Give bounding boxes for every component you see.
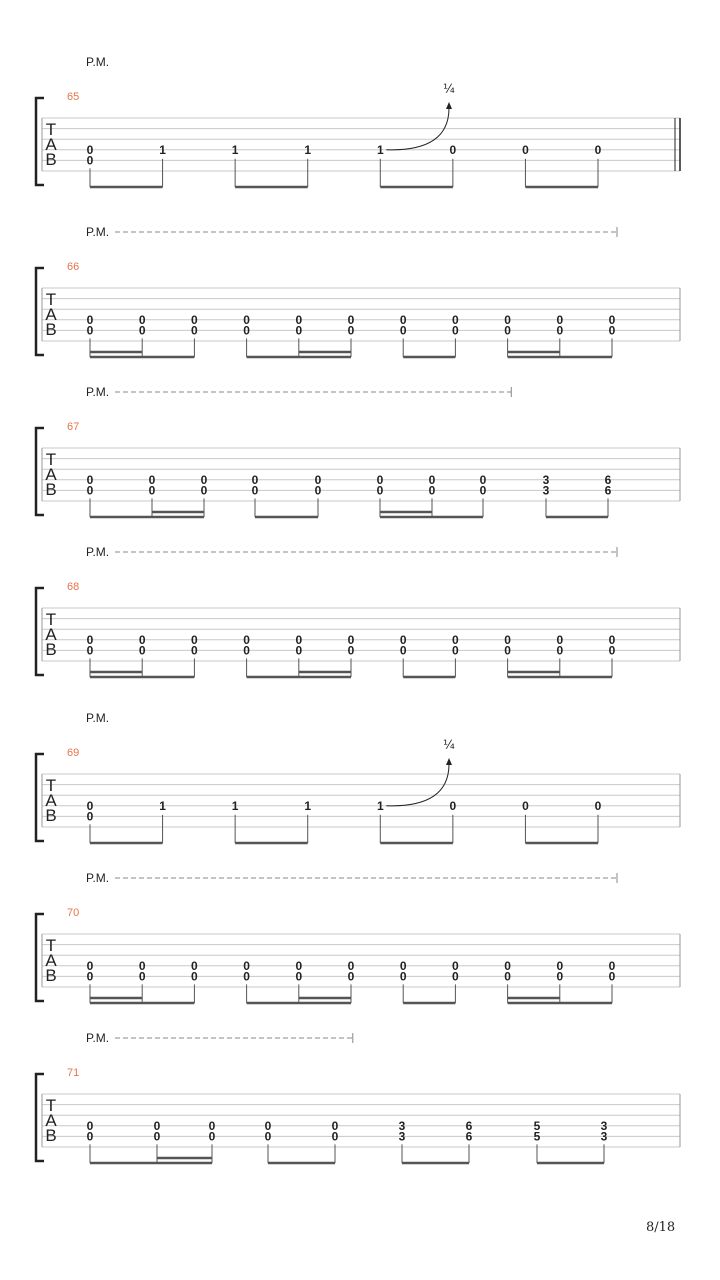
- fret-number: 0: [376, 483, 384, 498]
- fret-number: 0: [86, 632, 94, 647]
- fret-number: 0: [191, 643, 198, 658]
- fret-number: 0: [138, 643, 146, 658]
- fret-number: 0: [479, 483, 487, 498]
- fret-number: 0: [608, 632, 616, 647]
- fret-number: 6: [604, 472, 612, 487]
- fret-number: 0: [208, 1129, 216, 1144]
- fret-number: 0: [314, 472, 322, 487]
- fret-number: 0: [608, 969, 616, 984]
- measure-number: 69: [67, 747, 80, 759]
- fret-number: 0: [295, 323, 303, 338]
- fret-number: 6: [465, 1129, 473, 1144]
- fret-number: 0: [608, 643, 616, 658]
- fret-number: 0: [399, 312, 407, 327]
- fret-number: 0: [504, 643, 511, 658]
- fret-number: 0: [86, 472, 94, 487]
- measure-number: 68: [67, 581, 80, 593]
- fret-number: 0: [264, 1118, 272, 1133]
- fret-number: 0: [594, 142, 602, 157]
- fret-number: 0: [264, 1129, 272, 1144]
- fret-number: 0: [399, 323, 407, 338]
- fret-number: 0: [138, 632, 146, 647]
- fret-number: 0: [191, 958, 198, 973]
- measure-number: 66: [67, 261, 80, 273]
- measure-number: 65: [67, 91, 80, 103]
- fret-number: 1: [376, 798, 384, 813]
- palm-mute-label: P.M.: [86, 385, 110, 399]
- fret-number: 0: [138, 323, 146, 338]
- fret-number: 0: [243, 312, 250, 327]
- fret-number: 0: [86, 798, 94, 813]
- tab-system-66: [36, 225, 680, 357]
- tab-clef-letter: T: [45, 290, 57, 309]
- tab-clef-letter: A: [45, 791, 57, 810]
- tab-clef-letter: T: [45, 610, 57, 629]
- fret-number: 1: [376, 142, 384, 157]
- tab-system-67: [36, 385, 680, 517]
- tab-system-68: [36, 545, 680, 677]
- fret-number: 0: [452, 643, 459, 658]
- tab-clef-letter: A: [45, 625, 57, 644]
- system-bracket: [36, 428, 44, 515]
- fret-number: 0: [504, 632, 511, 647]
- bend-amount-label: ¼: [443, 738, 455, 752]
- fret-number: 0: [243, 969, 250, 984]
- fret-number: 0: [608, 312, 616, 327]
- fret-number: 0: [86, 643, 94, 658]
- fret-number: 0: [314, 483, 322, 498]
- system-bracket: [36, 1074, 44, 1161]
- fret-number: 0: [200, 483, 208, 498]
- fret-number: 0: [399, 969, 407, 984]
- tab-system-70: [36, 871, 680, 1003]
- fret-number: 0: [504, 312, 511, 327]
- fret-number: 0: [428, 483, 436, 498]
- system-bracket: [36, 268, 44, 355]
- fret-number: 0: [200, 472, 208, 487]
- fret-number: 0: [347, 958, 355, 973]
- fret-number: 0: [452, 312, 459, 327]
- tab-clef-letter: T: [45, 936, 57, 955]
- fret-number: 0: [138, 958, 146, 973]
- fret-number: 0: [504, 323, 511, 338]
- fret-number: 0: [295, 632, 303, 647]
- fret-number: 0: [347, 632, 355, 647]
- fret-number: 5: [533, 1118, 541, 1133]
- fret-number: 0: [522, 798, 529, 813]
- fret-number: 0: [138, 312, 146, 327]
- fret-number: 0: [295, 969, 303, 984]
- fret-number: 0: [148, 472, 156, 487]
- tab-clef-letter: B: [45, 150, 57, 169]
- tab-clef-letter: T: [45, 450, 57, 469]
- fret-number: 0: [243, 958, 250, 973]
- fret-number: 0: [376, 472, 384, 487]
- fret-number: 0: [153, 1129, 161, 1144]
- fret-number: 6: [465, 1118, 473, 1133]
- tab-clef-letter: T: [45, 776, 57, 795]
- fret-number: 0: [347, 643, 355, 658]
- fret-number: 0: [191, 969, 198, 984]
- fret-number: 1: [159, 142, 166, 157]
- fret-number: 0: [86, 323, 94, 338]
- fret-number: 3: [398, 1129, 406, 1144]
- tab-clef-letter: B: [45, 480, 57, 499]
- fret-number: 3: [542, 472, 550, 487]
- tab-clef-letter: A: [45, 465, 57, 484]
- fret-number: 0: [251, 483, 259, 498]
- fret-number: 0: [208, 1118, 216, 1133]
- bend-amount-label: ¼: [443, 82, 455, 96]
- tab-clef-letter: B: [45, 640, 57, 659]
- fret-number: 5: [533, 1129, 541, 1144]
- fret-number: 0: [399, 632, 407, 647]
- palm-mute-label: P.M.: [86, 225, 110, 239]
- fret-number: 3: [398, 1118, 406, 1133]
- fret-number: 0: [148, 483, 156, 498]
- fret-number: 0: [86, 142, 94, 157]
- fret-number: 0: [608, 958, 616, 973]
- fret-number: 0: [191, 632, 198, 647]
- palm-mute-label: P.M.: [86, 55, 110, 69]
- palm-mute-label: P.M.: [86, 711, 110, 725]
- fret-number: 0: [504, 958, 511, 973]
- fret-number: 0: [522, 142, 529, 157]
- palm-mute-label: P.M.: [86, 1031, 110, 1045]
- tab-clef-letter: T: [45, 120, 57, 139]
- fret-number: 0: [556, 323, 564, 338]
- fret-number: 1: [231, 142, 239, 157]
- fret-number: 0: [428, 472, 436, 487]
- fret-number: 3: [600, 1129, 608, 1144]
- fret-number: 0: [594, 798, 602, 813]
- fret-number: 0: [479, 472, 487, 487]
- fret-number: 0: [608, 323, 616, 338]
- tab-clef-letter: A: [45, 135, 57, 154]
- tab-clef-letter: B: [45, 806, 57, 825]
- tab-system-65: [36, 55, 680, 187]
- palm-mute-label: P.M.: [86, 871, 110, 885]
- fret-number: 1: [304, 142, 312, 157]
- fret-number: 0: [243, 323, 250, 338]
- fret-number: 0: [86, 809, 94, 824]
- fret-number: 0: [347, 312, 355, 327]
- fret-number: 3: [542, 483, 550, 498]
- fret-number: 0: [452, 632, 459, 647]
- fret-number: 0: [86, 958, 94, 973]
- tab-clef-letter: B: [45, 966, 57, 985]
- fret-number: 0: [399, 643, 407, 658]
- page-number: 8/18: [646, 1220, 676, 1235]
- tab-clef-letter: B: [45, 320, 57, 339]
- measure-number: 71: [67, 1067, 80, 1079]
- fret-number: 0: [295, 958, 303, 973]
- fret-number: 0: [449, 142, 457, 157]
- fret-number: 0: [243, 632, 250, 647]
- tab-clef-letter: T: [45, 1096, 57, 1115]
- fret-number: 0: [556, 969, 564, 984]
- fret-number: 0: [347, 969, 355, 984]
- fret-number: 0: [452, 969, 459, 984]
- fret-number: 0: [449, 798, 457, 813]
- fret-number: 0: [556, 632, 564, 647]
- fret-number: 6: [604, 483, 612, 498]
- tab-system-69: [36, 711, 680, 843]
- fret-number: 0: [295, 643, 303, 658]
- fret-number: 1: [231, 798, 239, 813]
- fret-number: 0: [86, 1118, 94, 1133]
- fret-number: 0: [251, 472, 259, 487]
- bend-arrowhead: [446, 102, 452, 109]
- fret-number: 0: [556, 643, 564, 658]
- palm-mute-label: P.M.: [86, 545, 110, 559]
- fret-number: 1: [159, 798, 166, 813]
- fret-number: 0: [347, 323, 355, 338]
- fret-number: 3: [600, 1118, 608, 1133]
- tab-clef-letter: A: [45, 1111, 57, 1130]
- fret-number: 0: [153, 1118, 161, 1133]
- fret-number: 0: [191, 323, 198, 338]
- fret-number: 0: [86, 483, 94, 498]
- fret-number: 0: [86, 312, 94, 327]
- measure-number: 67: [67, 421, 80, 433]
- fret-number: 0: [138, 969, 146, 984]
- fret-number: 0: [331, 1118, 339, 1133]
- tab-clef-letter: B: [45, 1126, 57, 1145]
- tab-clef-letter: A: [45, 951, 57, 970]
- fret-number: 0: [243, 643, 250, 658]
- fret-number: 0: [86, 1129, 94, 1144]
- system-bracket: [36, 588, 44, 675]
- measure-number: 70: [67, 907, 80, 919]
- fret-number: 0: [295, 312, 303, 327]
- fret-number: 0: [452, 323, 459, 338]
- tab-system-71: [36, 1031, 680, 1163]
- tab-clef-letter: A: [45, 305, 57, 324]
- fret-number: 0: [191, 312, 198, 327]
- system-bracket: [36, 98, 44, 185]
- fret-number: 0: [452, 958, 459, 973]
- system-bracket: [36, 754, 44, 841]
- fret-number: 0: [556, 958, 564, 973]
- fret-number: 0: [86, 969, 94, 984]
- fret-number: 1: [304, 798, 312, 813]
- fret-number: 0: [86, 153, 94, 168]
- fret-number: 0: [331, 1129, 339, 1144]
- bend-arrowhead: [446, 758, 452, 765]
- fret-number: 0: [504, 969, 511, 984]
- system-bracket: [36, 914, 44, 1001]
- fret-number: 0: [399, 958, 407, 973]
- fret-number: 0: [556, 312, 564, 327]
